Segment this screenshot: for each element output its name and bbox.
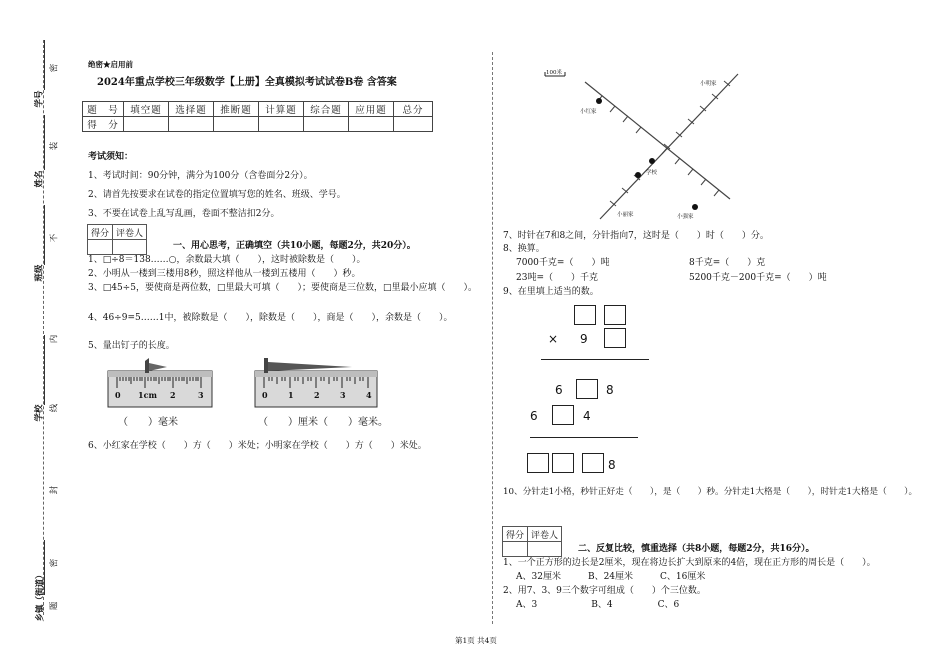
grader-reviewer-label: 评卷人 [528,527,562,542]
field-line [44,335,45,405]
cut-word: 装 [49,141,60,151]
notice-item: 3、不要在试卷上乱写乱画，卷面不整洁扣2分。 [88,209,280,219]
exam-title: 2024年重点学校三年级数学【上册】全真模拟考试试卷B卷 含答案 [97,77,397,88]
field-line [44,40,45,90]
score-cell[interactable] [169,117,214,132]
score-header-cell: 应用题 [349,102,394,117]
page-footer: 第1页 共4页 [455,636,497,645]
cut-word: 封 [49,485,60,495]
notice-title: 考试须知： [88,152,134,162]
question-2: 2、小明从一楼到三楼用8秒，照这样他从一楼到五楼用（ ）秒。 [88,269,361,279]
ruler-tick-label: 1cm [138,390,157,400]
map-place: 小强家 [677,214,694,220]
notice-item: 1、考试时间：90分钟，满分为100分（含卷面分2分）。 [88,171,313,181]
cut-word: 不 [49,233,60,243]
question-s2-1: 1、一个正方形的边长是2厘米，现在将边长扩大到原来的4倍，现在正方形的周长是（ ）。 [503,558,876,568]
column-divider [492,52,493,624]
conversion-item: 5200千克－200千克=（ ）吨 [689,273,827,283]
ruler-tick-label: 0 [115,390,121,400]
grader-score-label: 得分 [503,527,528,542]
grader-reviewer-cell[interactable] [113,240,147,255]
ruler2-answer: （ ）厘米（ ）毫米。 [258,417,388,428]
map-place: 学校 [646,170,658,176]
digit: 6 [555,383,563,397]
question-6: 6、小红家在学校（ ）方（ ）米处；小明家在学校（ ）方（ ）米处。 [88,441,427,451]
conversion-item: 23吨=（ ）千克 [516,273,598,283]
section2-heading: 二、反复比较，慎重选择（共8小题，每题2分，共16分）。 [578,544,815,554]
score-header-cell: 填空题 [124,102,169,117]
times-sign: × [548,332,559,346]
question-s2-2: 2、用7、3、9三个数字可组成（ ）个三位数。 [503,586,706,596]
secret-label: 绝密★启用前 [88,60,133,69]
question-5: 5、量出钉子的长度。 [88,341,175,351]
blank-box[interactable] [576,379,598,399]
map-place: 小丽家 [617,212,634,218]
score-header-cell: 推断题 [214,102,259,117]
direction-map [540,64,760,226]
grader-score-label: 得分 [88,225,113,240]
map-place: 小红家 [580,109,597,115]
score-header-cell: 综合题 [304,102,349,117]
field-line [44,205,45,265]
ruler-tick-label: 3 [198,390,204,400]
score-header-cell: 总分 [394,102,433,117]
score-cell[interactable] [259,117,304,132]
score-cell[interactable] [124,117,169,132]
blank-box[interactable] [552,453,574,473]
grader-reviewer-cell[interactable] [528,542,562,557]
score-cell[interactable] [394,117,433,132]
score-table [82,101,433,132]
cut-word: 密 [49,63,60,73]
question-3: 3、□45÷5，要使商是两位数，□里最大可填（ ）；要使商是三位数，□里最小应填（ ）。 [88,283,477,293]
question-10: 10、分针走1小格，秒针正好走（ ），是（ ）秒。分针走1大格是（ ），时针走1大格是（ ）。 [503,487,918,497]
cut-word: 线 [49,403,60,413]
field-line [44,115,45,170]
options-s2-1: A、32厘米 B、24厘米 C、16厘米 [516,572,706,582]
label-town: 乡镇（街道） [35,570,46,622]
ruler-tick-label: 2 [170,390,176,400]
ruler-1 [105,355,217,410]
score-header-cell: 题 号 [83,102,124,117]
blank-box[interactable] [574,305,596,325]
label-class: 班级 [34,264,45,282]
grader-score-cell[interactable] [503,542,528,557]
map-place: 小明家 [700,81,717,87]
conversion-item: 8千克=（ ）克 [689,258,766,268]
cut-word: 题 [49,601,60,611]
ruler-tick-label: 2 [314,390,320,400]
rule-line [530,437,638,438]
score-header-cell: 计算题 [259,102,304,117]
digit: 8 [606,383,614,397]
ruler-tick-label: 0 [262,390,268,400]
ruler-tick-label: 3 [340,390,346,400]
ruler-tick-label: 1 [288,390,294,400]
question-9: 9、在里填上适当的数。 [503,287,599,297]
grader-score-cell[interactable] [88,240,113,255]
blank-box[interactable] [582,453,604,473]
ruler-2 [252,355,382,410]
score-cell[interactable] [349,117,394,132]
cut-word: 密 [49,558,60,568]
label-school: 学校 [34,404,45,422]
ruler1-answer: （ ）毫米 [118,417,178,428]
digit: 8 [608,458,616,472]
options-s2-2: A、3 B、4 C、6 [516,600,680,610]
score-row-label: 得 分 [83,117,124,132]
label-student-id: 学号 [34,90,45,108]
question-8: 8、换算。 [503,244,545,254]
question-1: 1、□÷8＝138……○，余数最大填（ ），这时被除数是（ ）。 [88,255,366,265]
digit: 4 [583,409,591,423]
notice-item: 2、请首先按要求在试卷的指定位置填写您的姓名、班级、学号。 [88,190,346,200]
blank-box[interactable] [604,305,626,325]
field-line [44,540,45,595]
label-name: 姓名 [34,170,45,188]
question-4: 4、46÷9=5……1中，被除数是（ ），除数是（ ），商是（ ），余数是（ ）。 [88,313,453,323]
map-scale: 100米 [546,70,562,76]
digit: 9 [580,332,588,346]
section1-heading: 一、用心思考，正确填空（共10小题，每题2分，共20分）。 [173,241,416,251]
blank-box[interactable] [552,405,574,425]
score-cell[interactable] [214,117,259,132]
blank-box[interactable] [527,453,549,473]
grader-reviewer-label: 评卷人 [113,225,147,240]
question-7: 7、时针在7和8之间，分针指向7，这时是（ ）时（ ）分。 [503,231,769,241]
grader-box [87,224,147,255]
digit: 6 [530,409,538,423]
rule-line [541,359,649,360]
score-cell[interactable] [304,117,349,132]
blank-box[interactable] [604,328,626,348]
cut-word: 内 [49,334,60,344]
grader-box [502,526,562,557]
ruler-tick-label: 4 [366,390,372,400]
conversion-item: 7000千克=（ ）吨 [516,258,610,268]
score-header-cell: 选择题 [169,102,214,117]
